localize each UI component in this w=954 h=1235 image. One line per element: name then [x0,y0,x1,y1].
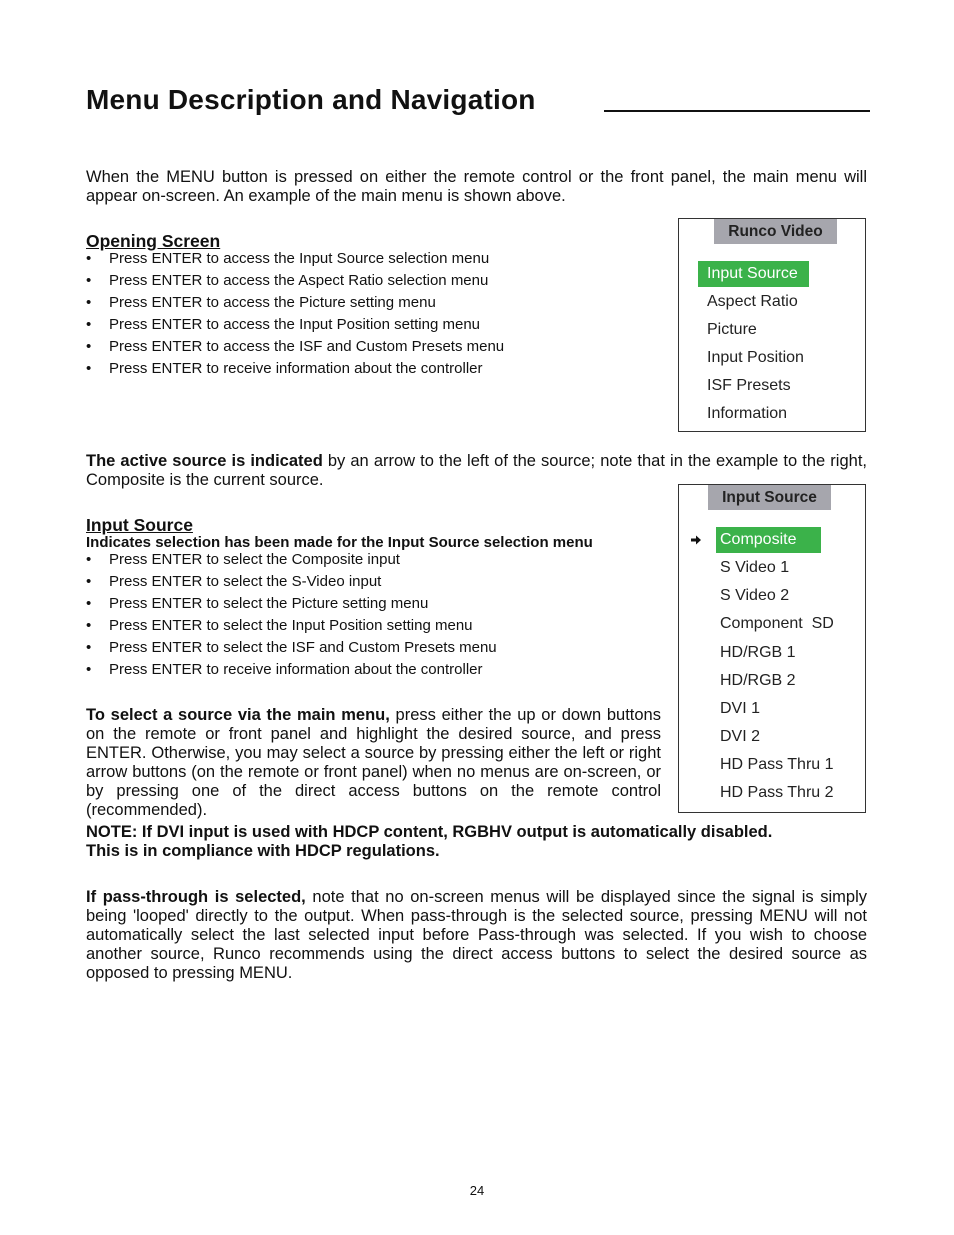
list-item [86,637,497,659]
menu-item-aspect-ratio[interactable]: Aspect Ratio [707,293,798,310]
list-item-text: Press ENTER to access the Input Source selection menu [109,250,490,267]
bullet: • [86,294,92,311]
input-source-menu-example [678,484,866,813]
input-source-note: Indicates selection has been made for the Input Source selection menu [86,534,593,551]
pass-through-paragraph [86,888,867,983]
list-item-text: Press ENTER to access the Input Position setting menu [109,316,481,333]
page-title: Menu Description and Navigation [86,84,536,115]
active-source-text: by an arrow to the left of the source; note that in the example to the right, Composite is the current source. [86,452,867,489]
list-item-text: Press ENTER to select the ISF and Custom Presets menu [109,639,497,656]
list-item [86,270,504,292]
bullet: • [86,360,92,377]
menu-item-hd-rgb-2[interactable]: HD/RGB 2 [720,672,796,689]
list-item-text: Press ENTER to select the S-Video input [109,573,382,590]
hdcp-note-line-2: This is in compliance with HDCP regulations. [86,842,440,860]
menu-item-hd-pass-thru-1[interactable]: HD Pass Thru 1 [720,756,834,773]
list-item [86,292,504,314]
list-item [86,358,504,380]
input-menu-title: Input Source [708,485,831,510]
list-item-text: Press ENTER to receive information about the controller [109,360,483,377]
intro-paragraph: When the MENU button is pressed on either the remote control or the front panel, the main menu will appear on-screen. An example of the main menu is shown above. [86,168,867,205]
list-item-text: Press ENTER to access the Aspect Ratio selection menu [109,272,489,289]
list-item [86,615,497,637]
list-item-text: Press ENTER to receive information about the controller [109,661,483,678]
select-source-text: press either the up or down buttons on the remote or front panel and highlight the desired source, and press ENTER. Otherwise, you may select a source by pressing either the left or right arrow buttons (on the remote or front panel) when no menus are on-screen, or by pressing one of the direct access buttons on the remote control (recommended). [86,706,661,819]
menu-item-s-video-2[interactable]: S Video 2 [720,587,790,604]
select-source-paragraph [86,706,661,820]
menu-item-hd-rgb-1[interactable]: HD/RGB 1 [720,644,796,661]
menu-item-information[interactable]: Information [707,405,788,422]
list-item-text: Press ENTER to select the Picture setting menu [109,595,429,612]
list-item [86,593,497,615]
bullet: • [86,573,92,590]
list-item [86,248,504,270]
hdcp-note [86,823,772,861]
bullet: • [86,272,92,289]
list-item-text: Press ENTER to access the Picture setting menu [109,294,436,311]
menu-item-input-position[interactable]: Input Position [707,349,804,366]
menu-item-s-video-1[interactable]: S Video 1 [720,559,790,576]
bullet: • [86,551,92,568]
list-item-text: Press ENTER to access the ISF and Custom Presets menu [109,338,505,355]
input-source-list [86,549,497,681]
pass-through-text: note that no on-screen menus will be displayed since the signal is simply being 'looped' directly to the output. When pass-through is the selected source, pressing MENU will not automatically select the last selected input before Pass-through was selected. If you wish to choose another source, Runco recommends using the direct access buttons to select the desired source as opposed to pressing MENU. [86,888,867,982]
list-item [86,549,497,571]
list-item [86,571,497,593]
menu-item-component-sd[interactable]: Component SD [720,615,834,632]
page-number: 24 [469,1183,485,1198]
opening-screen-list [86,248,504,380]
bullet: • [86,338,92,355]
list-item [86,314,504,336]
select-source-bold: To select a source via the main menu, [86,706,390,724]
menu-item-hd-pass-thru-2[interactable]: HD Pass Thru 2 [720,784,834,801]
bullet: • [86,617,92,634]
menu-item-composite[interactable]: Composite [716,527,821,553]
menu-item-dvi-1[interactable]: DVI 1 [720,700,761,717]
right-arrow-icon [689,533,703,547]
menu-item-picture[interactable]: Picture [707,321,757,338]
bullet: • [86,250,92,267]
title-rule [604,110,870,112]
opening-screen-heading: Opening Screen [86,231,221,251]
active-source-bold: The active source is indicated [86,452,323,470]
bullet: • [86,639,92,656]
list-item-text: Press ENTER to select the Composite input [109,551,400,568]
bullet: • [86,661,92,678]
bullet: • [86,316,92,333]
input-source-heading: Input Source [86,515,193,535]
menu-item-isf-presets[interactable]: ISF Presets [707,377,791,394]
hdcp-note-line-1: NOTE: If DVI input is used with HDCP content, RGBHV output is automatically disabled. [86,823,773,841]
menu-item-dvi-2[interactable]: DVI 2 [720,728,761,745]
list-item-text: Press ENTER to select the Input Position setting menu [109,617,473,634]
pass-through-bold: If pass-through is selected, [86,888,306,906]
list-item [86,336,504,358]
list-item [86,659,497,681]
bullet: • [86,595,92,612]
menu-item-input-source[interactable]: Input Source [698,261,809,287]
main-menu-example [678,218,866,432]
main-menu-title: Runco Video [714,219,837,244]
